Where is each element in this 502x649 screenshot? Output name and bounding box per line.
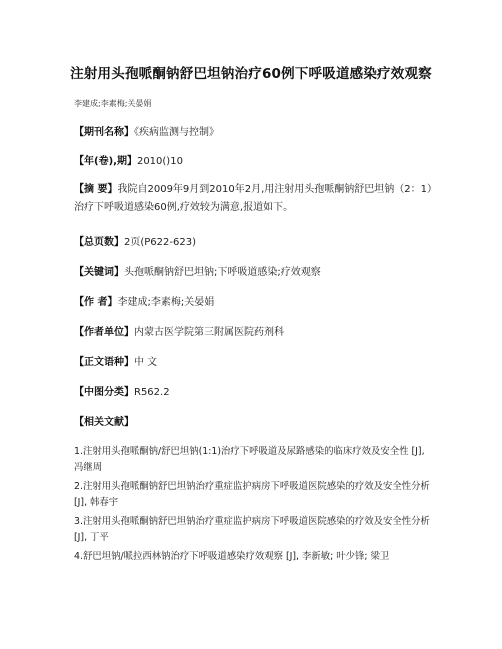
authors-value: 李建成;李素梅;关晏娟 xyxy=(117,297,215,308)
article-title: 注射用头孢哌酮钠舒巴坦钠治疗60例下呼吸道感染疗效观察 xyxy=(70,66,432,82)
author-byline: 李建成;李素梅;关晏娟 xyxy=(74,99,152,108)
keywords-label: 【关键词】 xyxy=(74,267,124,278)
keywords-field xyxy=(74,264,434,282)
language-field xyxy=(74,354,434,372)
year-issue-label: 【年(卷),期】 xyxy=(74,156,137,167)
journal-field xyxy=(74,124,434,142)
reference-list xyxy=(74,444,436,569)
classification-value: R562.2 xyxy=(134,387,170,398)
authors-field xyxy=(74,294,434,312)
classification-label: 【中图分类】 xyxy=(74,387,134,398)
year-issue-field xyxy=(74,153,434,171)
authors-label: 【作 者】 xyxy=(74,297,118,308)
abstract-field xyxy=(74,181,434,217)
reference-item[interactable]: 1.注射用头孢哌酮钠/舒巴坦钠(1:1)治疗下呼吸道及尿路感染的临床疗效及安全性 [J], 冯继周 xyxy=(74,446,425,473)
journal-value: 《疾病监测与控制》 xyxy=(134,127,219,138)
journal-label: 【期刊名称】 xyxy=(74,127,134,138)
language-value: 中 文 xyxy=(134,357,158,368)
abstract-label: 【摘 要】 xyxy=(74,184,118,195)
related-field xyxy=(74,414,434,432)
affiliation-label: 【作者单位】 xyxy=(74,327,134,338)
affiliation-field xyxy=(74,324,434,342)
pages-label: 【总页数】 xyxy=(74,237,124,248)
classification-field xyxy=(74,384,434,402)
abstract-value: 我院自2009年9月到2010年2月,用注射用头孢哌酮钠舒巴坦钠（2：1）治疗下呼吸道感染60例,疗效较为满意,报道如下。 xyxy=(74,184,433,213)
year-issue-value: 2010()10 xyxy=(136,156,183,167)
related-label: 【相关文献】 xyxy=(74,417,134,428)
reference-item[interactable]: 2.注射用头孢哌酮钠舒巴坦钠治疗重症监护病房下呼吸道医院感染的疗效及安全性分析 [J], 韩春宇 xyxy=(74,481,430,508)
keywords-value: 头孢哌酮钠舒巴坦钠;下呼吸道感染;疗效观察 xyxy=(124,267,321,278)
reference-item[interactable]: 3.注射用头孢哌酮钠舒巴坦钠治疗重症监护病房下呼吸道医院感染的疗效及安全性分析 [J], 丁平 xyxy=(74,516,430,543)
pages-value: 2页(P622-623) xyxy=(124,237,196,248)
pages-field xyxy=(74,234,434,252)
affiliation-value: 内蒙古医学院第三附属医院药剂科 xyxy=(134,327,284,338)
language-label: 【正文语种】 xyxy=(74,357,134,368)
reference-item[interactable]: 4.舒巴坦钠/哌拉西林钠治疗下呼吸道感染疗效观察 [J], 李新敏; 叶少锋; 梁卫 xyxy=(74,551,390,562)
